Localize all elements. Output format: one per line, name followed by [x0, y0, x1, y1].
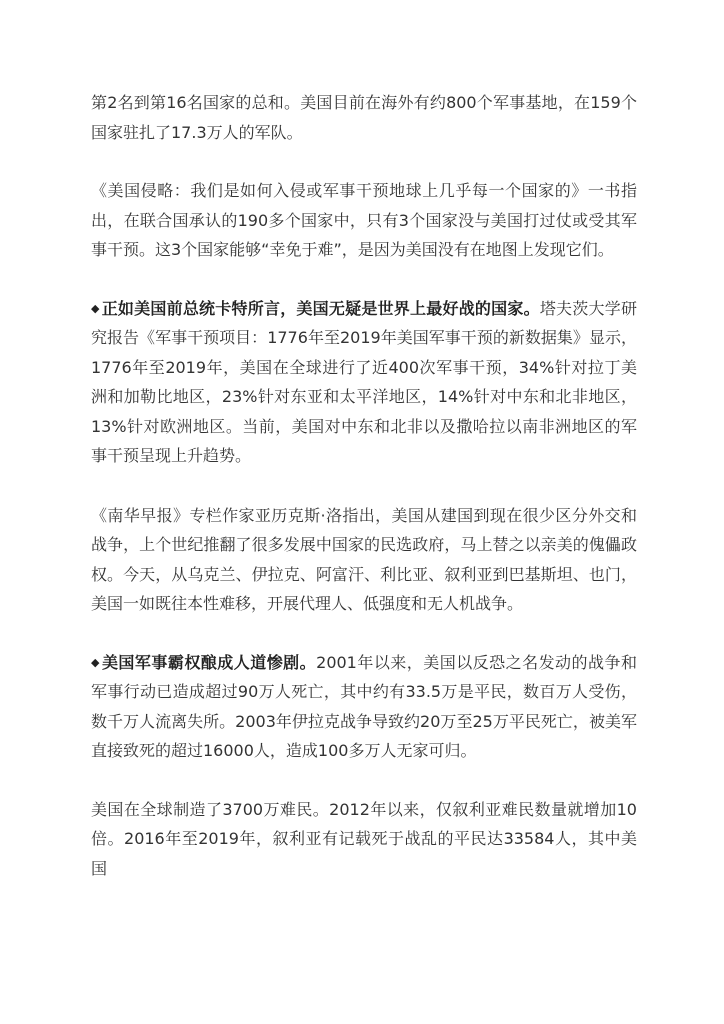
paragraph-5-lead-text: 美国军事霸权酿成人道惨剧。 [101, 652, 317, 672]
paragraph-5-lead [91, 653, 316, 672]
paragraph-5 [91, 648, 637, 766]
paragraph-2: 《美国侵略：我们是如何入侵或军事干预地球上几乎每一个国家的》一书指出，在联合国承认的190多个国家中，只有3个国家没与美国打过仗或受其军事干预。这3个国家能够“幸免于难”，是因为美国没有在地图上发现它们。 [91, 181, 637, 259]
paragraph-1: 第2名到第16名国家的总和。美国目前在海外有约800个军事基地，在159个国家驻扎了17.3万人的军队。 [91, 93, 637, 142]
paragraph-5-text: 2001年以来，美国以反恐之名发动的战争和军事行动已造成超过90万人死亡，其中约有33.5万是平民，数百万人受伤，数千万人流离失所。2003年伊拉克战争导致约20万至25万平民死亡，被美军直接致死的超过16000人，造成100多万人无家可归。 [91, 652, 637, 760]
paragraph-3-lead-text: 正如美国前总统卡特所言，美国无疑是世界上最好战的国家。 [101, 298, 540, 318]
paragraph-3-lead [91, 299, 540, 318]
paragraph-4: 《南华早报》专栏作家亚历克斯·洛指出，美国从建国到现在很少区分外交和战争，上个世纪推翻了很多发展中国家的民选政府，马上替之以亲美的傀儡政权。今天，从乌克兰、伊拉克、阿富汗、利比亚、叙利亚到巴基斯坦、也门，美国一如既往本性难移，开展代理人、低强度和无人机战争。 [91, 505, 637, 613]
diamond-bullet-icon: ◆ [91, 655, 100, 669]
diamond-bullet-icon: ◆ [91, 301, 100, 315]
paragraph-3-text: 塔夫茨大学研究报告《军事干预项目：1776年至2019年美国军事干预的新数据集》显示，1776年至2019年，美国在全球进行了近400次军事干预，34%针对拉丁美洲和加勒比地区，23%针对东亚和太平洋地区，14%针对中东和北非地区，13%针对欧洲地区。当前，美国对中东和北非以及撒哈拉以南非洲地区的军事干预呈现上升趋势。 [91, 298, 637, 465]
paragraph-6: 美国在全球制造了3700万难民。2012年以来，仅叙利亚难民数量就增加10倍。2016年至2019年，叙利亚有记载死于战乱的平民达33584人，其中美国 [91, 799, 637, 878]
article-body [91, 88, 637, 912]
paragraph-3 [91, 294, 637, 471]
